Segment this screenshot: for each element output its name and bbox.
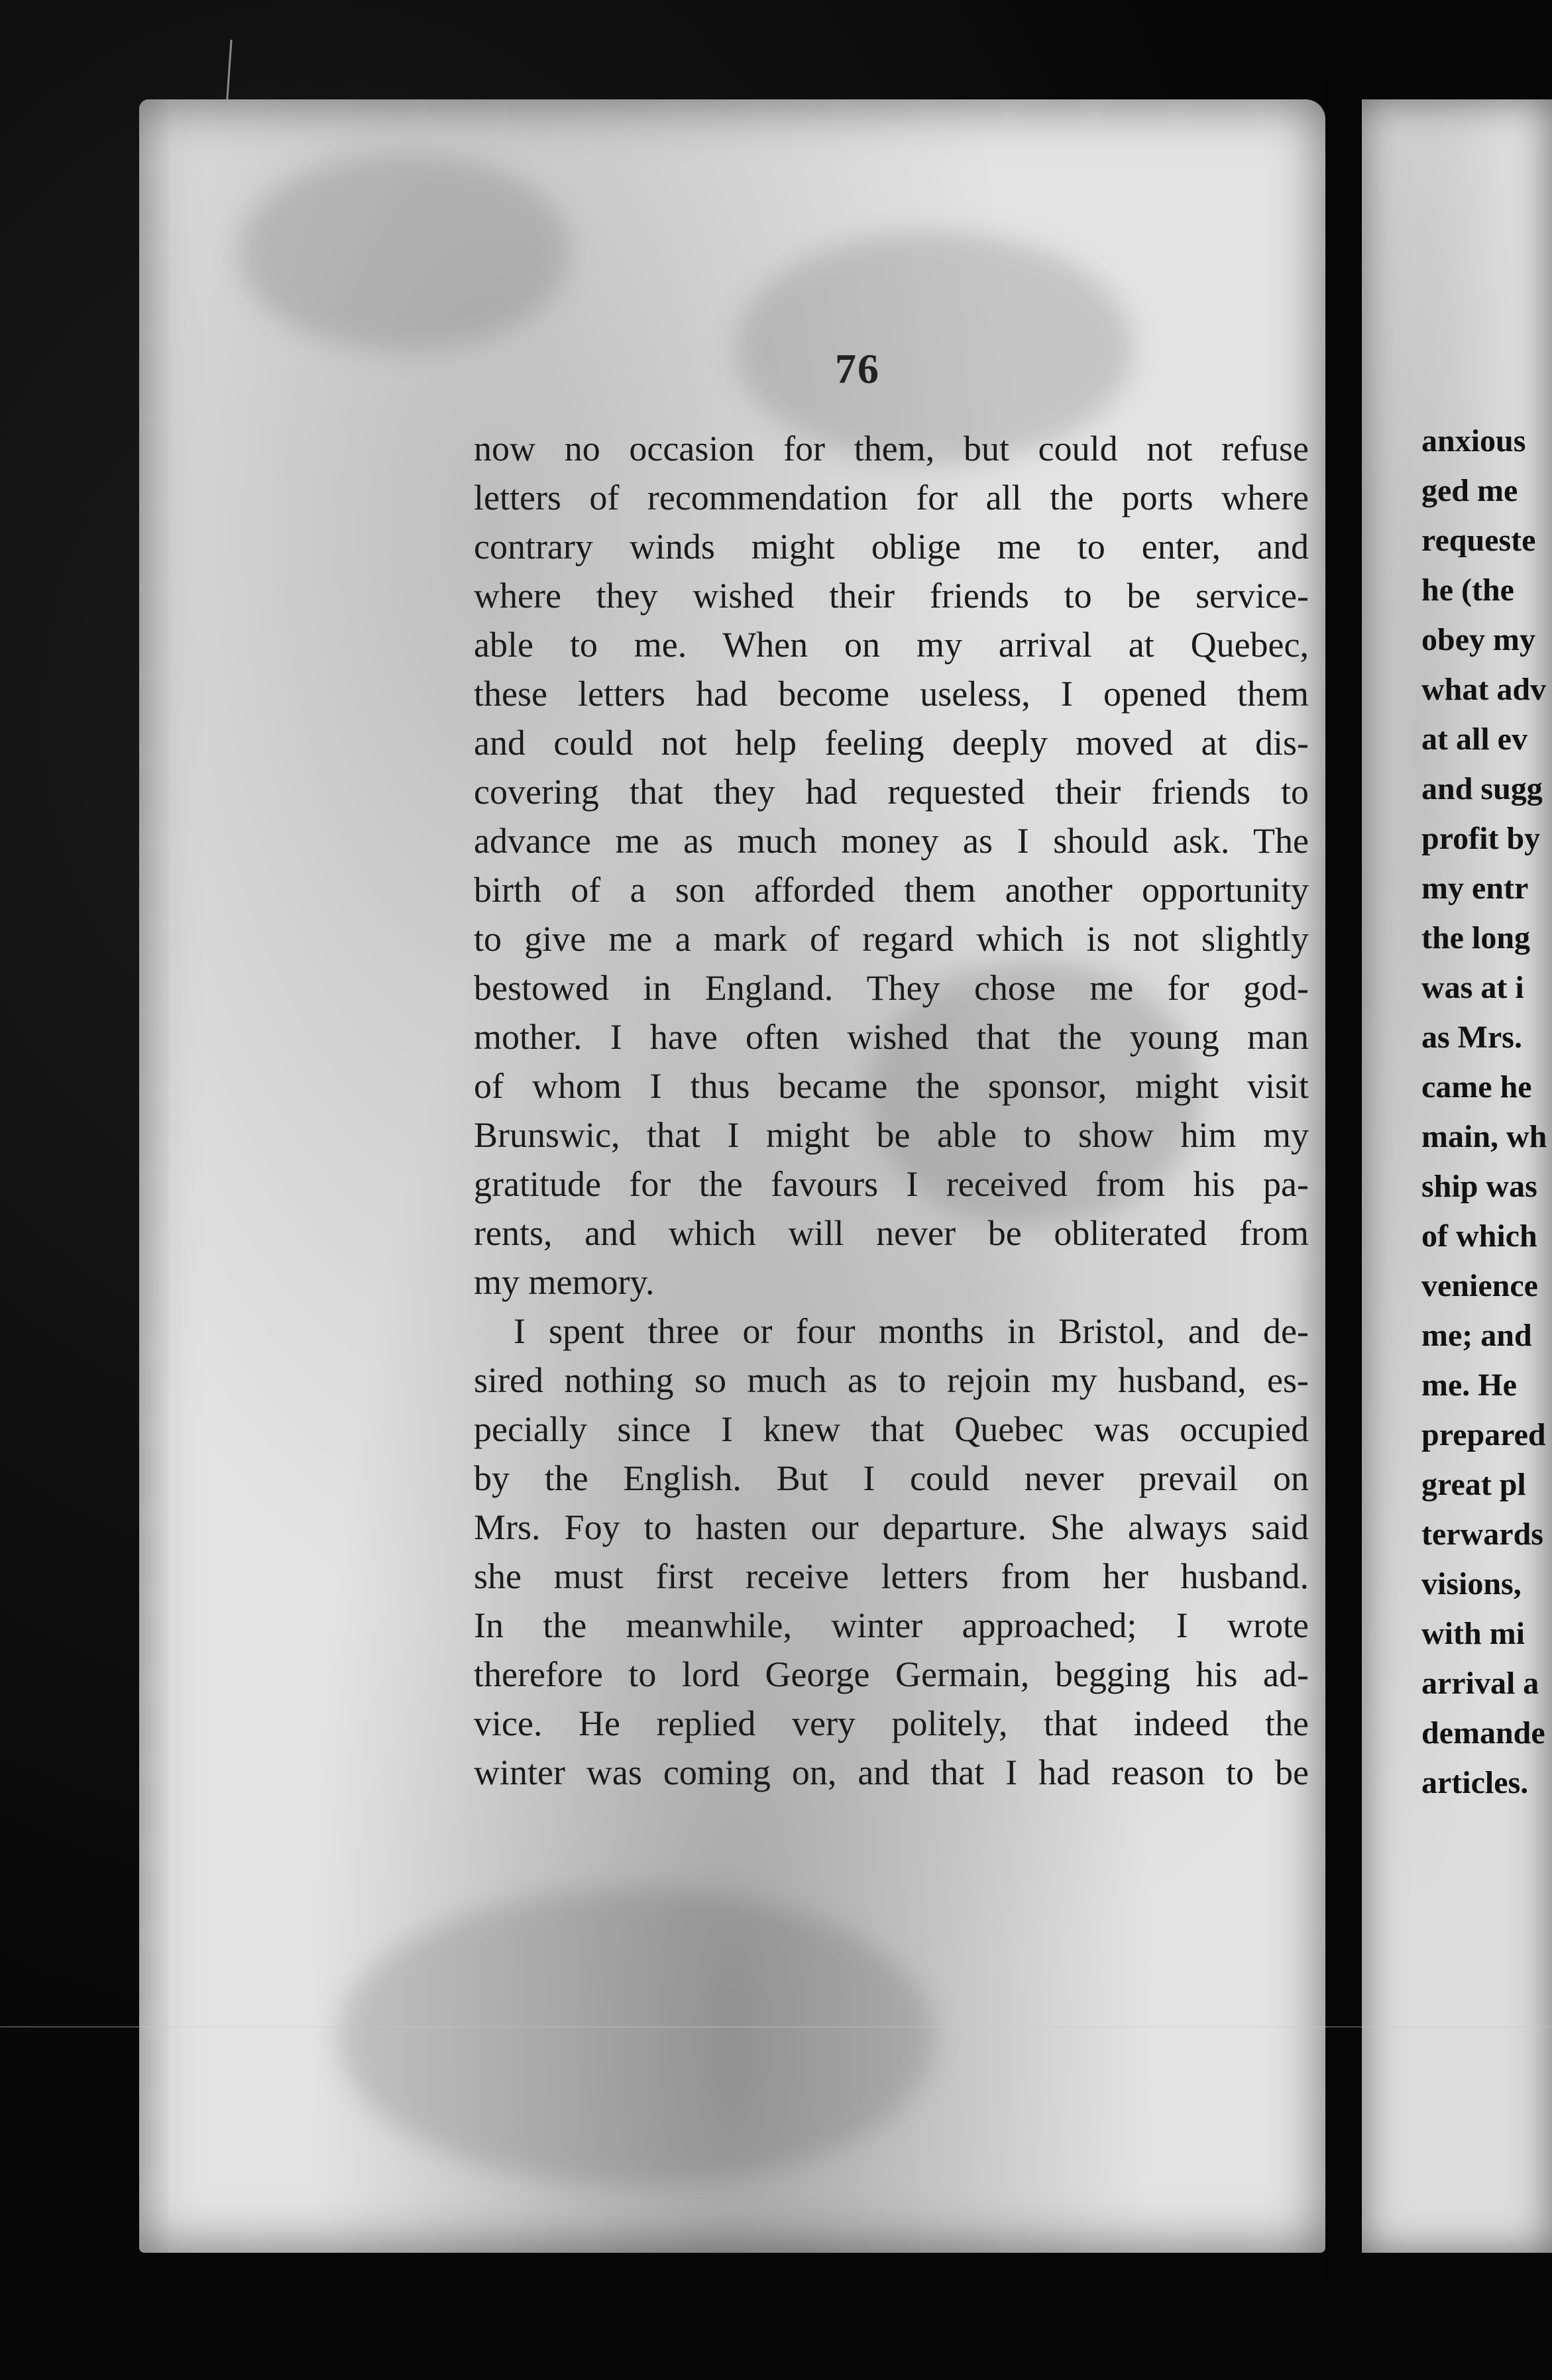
facing-text-line: as Mrs. <box>1421 1020 1522 1055</box>
facing-text-line: at all ev <box>1421 722 1527 757</box>
facing-text-line: the long <box>1421 920 1531 955</box>
body-text <box>474 424 1309 1797</box>
text-line: Brunswic, that I might be able to show him my <box>474 1115 1309 1155</box>
text-line: birth of a son afforded them another opportunity <box>474 870 1309 910</box>
text-line: bestowed in England. They chose me for god- <box>474 968 1309 1008</box>
facing-text-line: and sugg <box>1421 771 1543 806</box>
text-line: I spent three or four months in Bristol, and de- <box>514 1311 1309 1351</box>
facing-text-line: demande <box>1421 1715 1545 1751</box>
facing-text-line: requeste <box>1421 523 1536 558</box>
facing-text-line: anxious <box>1421 423 1526 459</box>
facing-text-line: ged me <box>1421 473 1518 508</box>
facing-text-line: great pl <box>1421 1467 1526 1502</box>
text-line: sired nothing so much as to rejoin my husband, es- <box>474 1360 1309 1400</box>
text-line: covering that they had requested their friends to <box>474 772 1309 812</box>
facing-text-line: arrival a <box>1421 1666 1539 1701</box>
text-line: letters of recommendation for all the ports where <box>474 478 1309 517</box>
facing-text-line: obey my <box>1421 622 1535 657</box>
text-line: winter was coming on, and that I had reason to be <box>474 1753 1309 1792</box>
facing-text-line: terwards <box>1421 1517 1543 1552</box>
facing-text-line: prepared <box>1421 1417 1546 1452</box>
facing-text-line: venience <box>1421 1268 1538 1303</box>
text-line: In the meanwhile, winter approached; I wrote <box>474 1605 1309 1645</box>
facing-text-line: of which <box>1421 1218 1537 1254</box>
facing-page-text <box>1421 416 1552 1808</box>
stain <box>338 1888 934 2187</box>
facing-text-line: was at i <box>1421 970 1524 1005</box>
facing-text-line: articles. <box>1421 1765 1529 1800</box>
text-line: rents, and which will never be obliterated from <box>474 1213 1309 1253</box>
facing-text-line: me; and <box>1421 1318 1532 1353</box>
text-line: of whom I thus became the sponsor, might visit <box>474 1066 1309 1106</box>
text-line: contrary winds might oblige me to enter, and <box>474 527 1309 567</box>
text-line: therefore to lord George Germain, begging his ad- <box>474 1654 1309 1694</box>
facing-text-line: my entr <box>1421 871 1529 906</box>
facing-text-line: ship was <box>1421 1169 1537 1204</box>
text-line: where they wished their friends to be service- <box>474 576 1309 616</box>
facing-text-line: with mi <box>1421 1616 1525 1651</box>
text-line: she must first receive letters from her husband. <box>474 1556 1309 1596</box>
text-line: by the English. But I could never prevail on <box>474 1458 1309 1498</box>
text-line: gratitude for the favours I received from his pa- <box>474 1164 1309 1204</box>
text-line: Mrs. Foy to hasten our departure. She always said <box>474 1507 1309 1547</box>
book-gutter <box>1325 80 1362 2279</box>
facing-text-line: me. He <box>1421 1368 1517 1403</box>
facing-text-line: came he <box>1421 1069 1532 1105</box>
text-line: vice. He replied very politely, that indeed the <box>474 1704 1309 1743</box>
text-line: mother. I have often wished that the young man <box>474 1017 1309 1057</box>
text-line: advance me as much money as I should ask. The <box>474 821 1309 861</box>
scan-line <box>0 2026 1552 2028</box>
facing-text-line: what adv <box>1421 672 1547 707</box>
text-line: these letters had become useless, I opened them <box>474 674 1309 714</box>
facing-text-line: main, wh <box>1421 1119 1547 1154</box>
text-line: and could not help feeling deeply moved at dis- <box>474 723 1309 763</box>
facing-text-line: he (the <box>1421 572 1514 608</box>
facing-text-line: visions, <box>1421 1566 1522 1601</box>
text-line: now no occasion for them, but could not refuse <box>474 429 1309 468</box>
text-line: to give me a mark of regard which is not slightly <box>474 919 1309 959</box>
stain <box>239 152 570 351</box>
text-line: my memory. <box>474 1262 655 1302</box>
page-number: 76 <box>835 345 880 392</box>
text-line: able to me. When on my arrival at Quebec, <box>474 625 1309 665</box>
facing-text-line: profit by <box>1421 821 1541 856</box>
text-line: pecially since I knew that Quebec was occupied <box>474 1409 1309 1449</box>
